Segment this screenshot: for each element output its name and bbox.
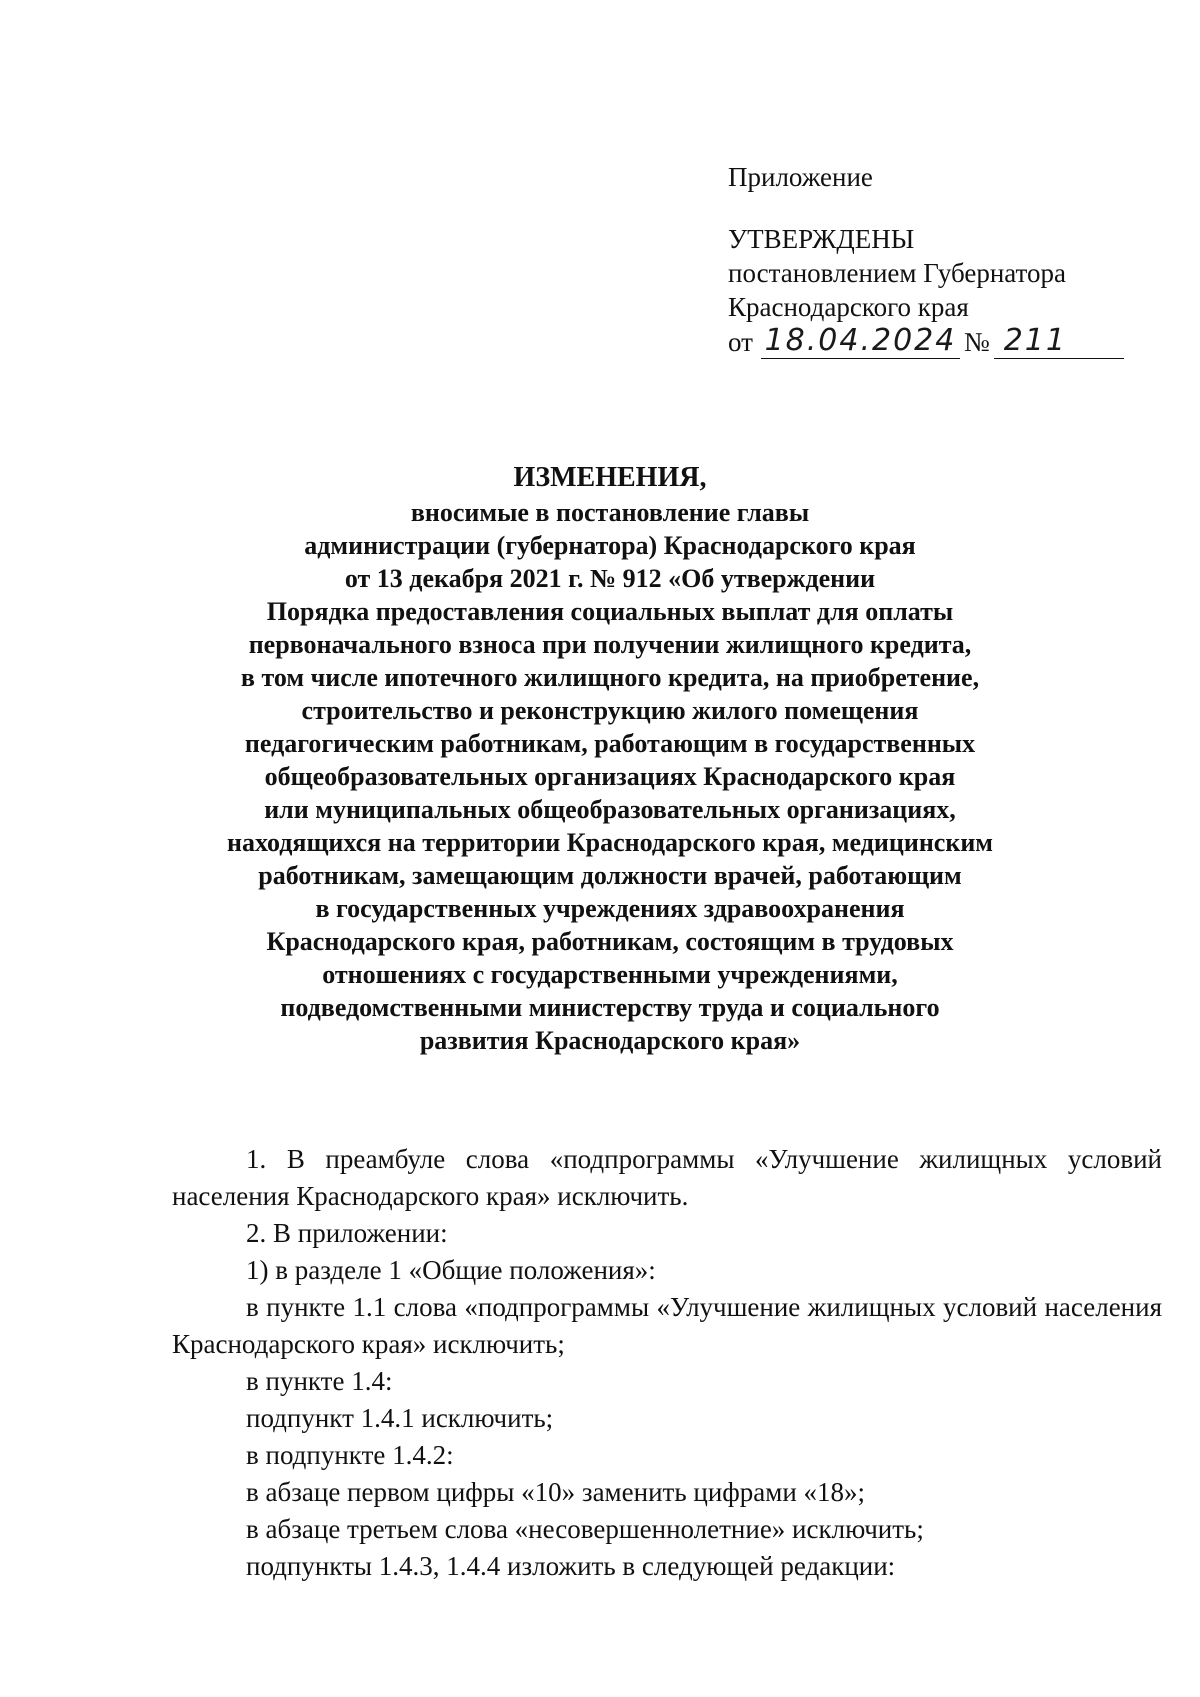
approved-by-line-2: Краснодарского края [728,292,969,322]
title-line: в том числе ипотечного жилищного кредита, на приобретение, [240,663,980,692]
title-line: в государственных учреждениях здравоохранения [315,894,905,923]
title-line: развития Краснодарского края» [419,1026,801,1055]
handwritten-date: 18.04.2024 [761,324,960,359]
title-line: педагогическим работникам, работающим в государственных [244,729,976,758]
paragraph-4: в пункте 1.1 слова «подпрограммы «Улучшение жилищных условий населения Краснодарского края» исключить; [172,1292,1162,1359]
title-line: находящихся на территории Краснодарского края, медицинским [226,828,994,857]
paragraph-5: в пункте 1.4: [246,1366,393,1396]
paragraph-8: в абзаце первом цифры «10» заменить цифрами «18»; [246,1477,866,1507]
title-line: от 13 декабря 2021 г. № 912 «Об утверждении [344,564,876,593]
number-sign: № [963,327,990,357]
title-line: подведомственными министерству труда и социального [280,993,940,1022]
paragraph-3: 1) в разделе 1 «Общие положения»: [246,1255,656,1285]
date-prefix: от [728,327,753,357]
approved-label: УТВЕРЖДЕНЫ [728,224,915,254]
title-line: отношениях с государственными учреждениями, [322,960,898,989]
title-line: работникам, замещающим должности врачей, работающим [258,861,962,890]
title-line: общеобразовательных организациях Краснодарского края [264,762,956,791]
title-line: первоначального взноса при получении жилищного кредита, [248,630,972,659]
title-line: вносимые в постановление главы [410,498,810,527]
title-line: Краснодарского края, работникам, состоящим в трудовых [266,927,954,956]
paragraph-7: в подпункте 1.4.2: [246,1440,454,1470]
title-line: или муниципальных общеобразовательных организациях, [264,795,956,824]
document-title [160,460,1060,1057]
paragraph-10: подпункты 1.4.3, 1.4.4 изложить в следующей редакции: [246,1551,896,1581]
title-line: Порядка предоставления социальных выплат для оплаты [266,597,954,626]
paragraph-2: 2. В приложении: [246,1218,448,1248]
paragraph-6: подпункт 1.4.1 исключить; [246,1403,554,1433]
title-line: строительство и реконструкцию жилого помещения [301,696,919,725]
title-line: администрации (губернатора) Краснодарского края [304,531,916,560]
approved-by-line-1: постановлением Губернатора [728,258,1066,288]
annex-label: Приложение [728,162,873,192]
approval-block [728,160,1148,359]
paragraph-9: в абзаце третьем слова «несовершеннолетние» исключить; [246,1514,924,1544]
handwritten-number: 211 [994,324,1124,359]
title-head: ИЗМЕНЕНИЯ, [513,462,707,493]
approval-date-line [728,324,1148,359]
document-body [172,1141,1162,1585]
paragraph-1: 1. В преамбуле слова «подпрограммы «Улучшение жилищных условий населения Краснодарского края» исключить. [172,1144,1162,1211]
